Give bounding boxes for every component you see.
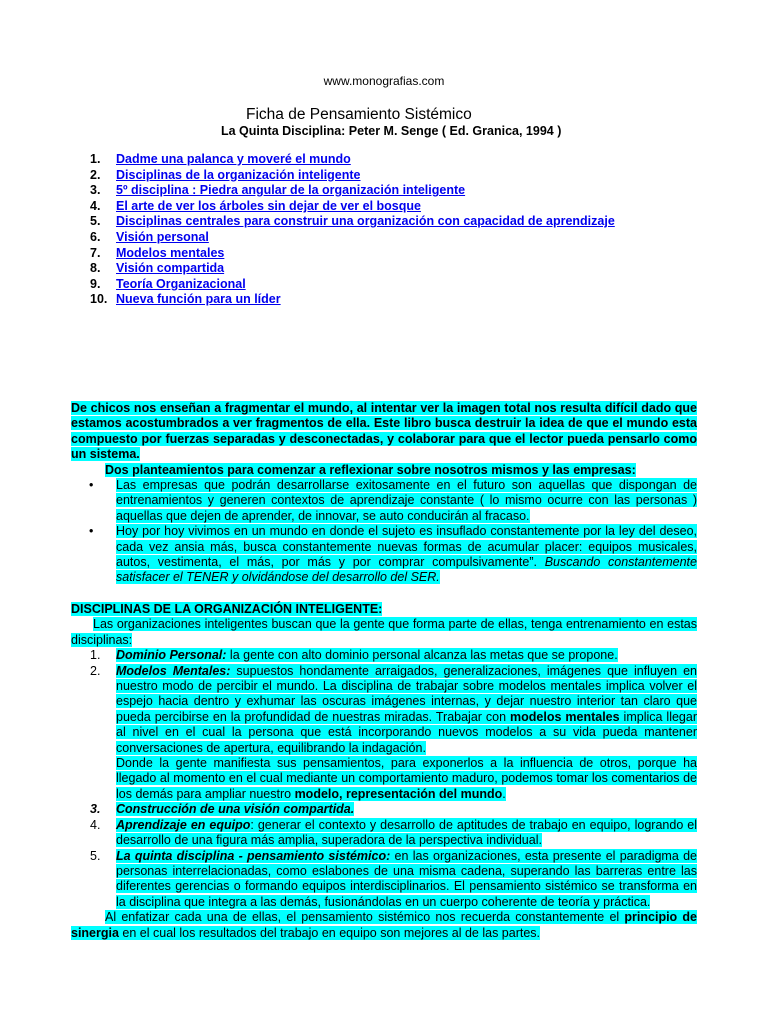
table-of-contents (90, 152, 615, 308)
toc-item: 1. Dadme una palanca y moveré el mundo (90, 152, 351, 166)
toc-item: 3. 5º disciplina : Piedra angular de la organización inteligente (90, 183, 466, 198)
section-lead: Las organizaciones inteligentes buscan que la gente que forma parte de ellas, tenga entrenamiento en estas disciplinas: (71, 617, 697, 647)
toc-item: 6. Visión personal (90, 229, 209, 244)
disciplinas-section (71, 602, 697, 941)
section-heading: DISCIPLINAS DE LA ORGANIZACIÓN INTELIGENTE: (71, 602, 383, 616)
toc-item: 8. Visión compartida (90, 261, 225, 276)
list-item: 1. Dominio Personal: la gente con alto dominio personal alcanza las metas que se propone. (90, 648, 618, 663)
site-url: www.monografias.com (323, 74, 445, 88)
bullet-marker: • (89, 524, 94, 539)
toc-link-arboles-bosque[interactable]: El arte de ver los árboles sin dejar de ver el bosque (116, 198, 421, 213)
closing-paragraph: Al enfatizar cada una de ellas, el pensamiento sistémico nos recuerda constantemente el principio de sinergia en el cual los resultados del trabajo en equipo son mejores al de las partes. (71, 910, 697, 940)
intro-heading: Dos planteamientos para comenzar a reflexionar sobre nosotros mismos y las empresas: (105, 462, 636, 477)
list-item: • Las empresas que podrán desarrollarse exitosamente en el futuro son aquellas que dispongan de entrenamientos y generen contextos de aprendizaje constante ( lo mismo ocurre con las personas ) aquellas que dejen de aprender, de innovar, se auto conducirán al fracaso. (71, 478, 697, 524)
list-item: 5. La quinta disciplina - pensamiento sistémico: en las organizaciones, esta presente el paradigma de personas interrelacionadas, como eslabones de una misma cadena, superando las barreras entre las diferentes gerencias o formando equipos interdisciplinarios. El pensamiento sistémico se transforma en la disciplina que integra a las demás, fusionándolas en un cuerpo coherente de teoría y práctica. (90, 848, 697, 909)
toc-link-palanca[interactable]: Dadme una palanca y moveré el mundo (116, 152, 351, 166)
toc-link-quinta-disciplina[interactable]: 5º disciplina : Piedra angular de la organización inteligente (116, 183, 466, 198)
toc-item: 7. Modelos mentales (90, 245, 225, 260)
toc-item: 9. Teoría Organizacional (90, 276, 246, 291)
toc-link-disciplinas-centrales[interactable]: Disciplinas centrales para construir una organización con capacidad de aprendizaje (116, 214, 615, 229)
toc-link-disciplinas[interactable]: Disciplinas de la organización inteligente (116, 167, 361, 182)
toc-item: 2. Disciplinas de la organización inteligente (90, 167, 361, 182)
toc-link-teoria-organizacional[interactable]: Teoría Organizacional (116, 276, 246, 291)
toc-link-vision-compartida[interactable]: Visión compartida (116, 261, 225, 276)
toc-item: 10. Nueva función para un líder (90, 292, 281, 307)
page-title: Ficha de Pensamiento Sistémico (246, 106, 472, 123)
toc-item: 5. Disciplinas centrales para construir una organización con capacidad de aprendizaje (90, 214, 615, 229)
toc-link-vision-personal[interactable]: Visión personal (116, 229, 209, 244)
list-item: 4. Aprendizaje en equipo: generar el contexto y desarrollo de aptitudes de trabajo en equipo, logrando el desarrollo de una figura más amplia, superadora de la perspectiva individual. (90, 817, 697, 848)
intro-section (71, 401, 697, 586)
list-item: • Hoy por hoy vivimos en un mundo en donde el sujeto es insuflado constantemente por la ley del deseo, cada vez ansia más, busca constantemente nuevas formas de acumular placer: equipos musicales, autos, vestimenta, el más, por más y por comprar compulsivamente”. Buscando constantemente satisfacer el TENER y olvidándose del desarrollo del SER. (71, 524, 697, 586)
toc-item: 4. El arte de ver los árboles sin dejar de ver el bosque (90, 198, 421, 213)
toc-link-nueva-funcion-lider[interactable]: Nueva función para un líder (116, 292, 281, 307)
page-subtitle: La Quinta Disciplina: Peter M. Senge ( Ed. Granica, 1994 ) (221, 124, 562, 138)
list-item: 2. Modelos Mentales: supuestos hondamente arraigados, generalizaciones, imágenes que influyen en nuestro modo de percibir el mundo. La disciplina de trabajar sobre modelos mentales implica volver el espejo hacia dentro y exhumar las oscuras imágenes internas, y dejar nuestro interior tan claro que pueda percibirse en la profundidad de nuestras miradas. Trabajar con modelos mentales implica llegar al nivel en el cual la persona que está incorporando nuevos modelos a su vida pueda mantener conversaciones de apertura, equilibrando la indagación. Donde la gente manifiesta sus pensamientos, para exponerlos a la influencia de otros, porque ha llegado al momento en el cual mediante un comportamiento maduro, podemos tomar los comentarios de los demás para ampliar nuestro modelo, representación del mundo. (90, 663, 697, 801)
list-item: 3. Construcción de una visión compartida. (90, 802, 355, 817)
toc-link-modelos-mentales[interactable]: Modelos mentales (116, 245, 225, 260)
bullet-marker: • (89, 478, 94, 493)
intro-paragraph: De chicos nos enseñan a fragmentar el mundo, al intentar ver la imagen total nos resulta difícil dado que estamos acostumbrados a ver fragmentos de ella. Este libro busca destruir la idea de que el mundo esta compuesto por fuerzas separadas y desconectadas, y colaborar para que el lector pueda pensarlo como un sistema. (71, 401, 697, 462)
